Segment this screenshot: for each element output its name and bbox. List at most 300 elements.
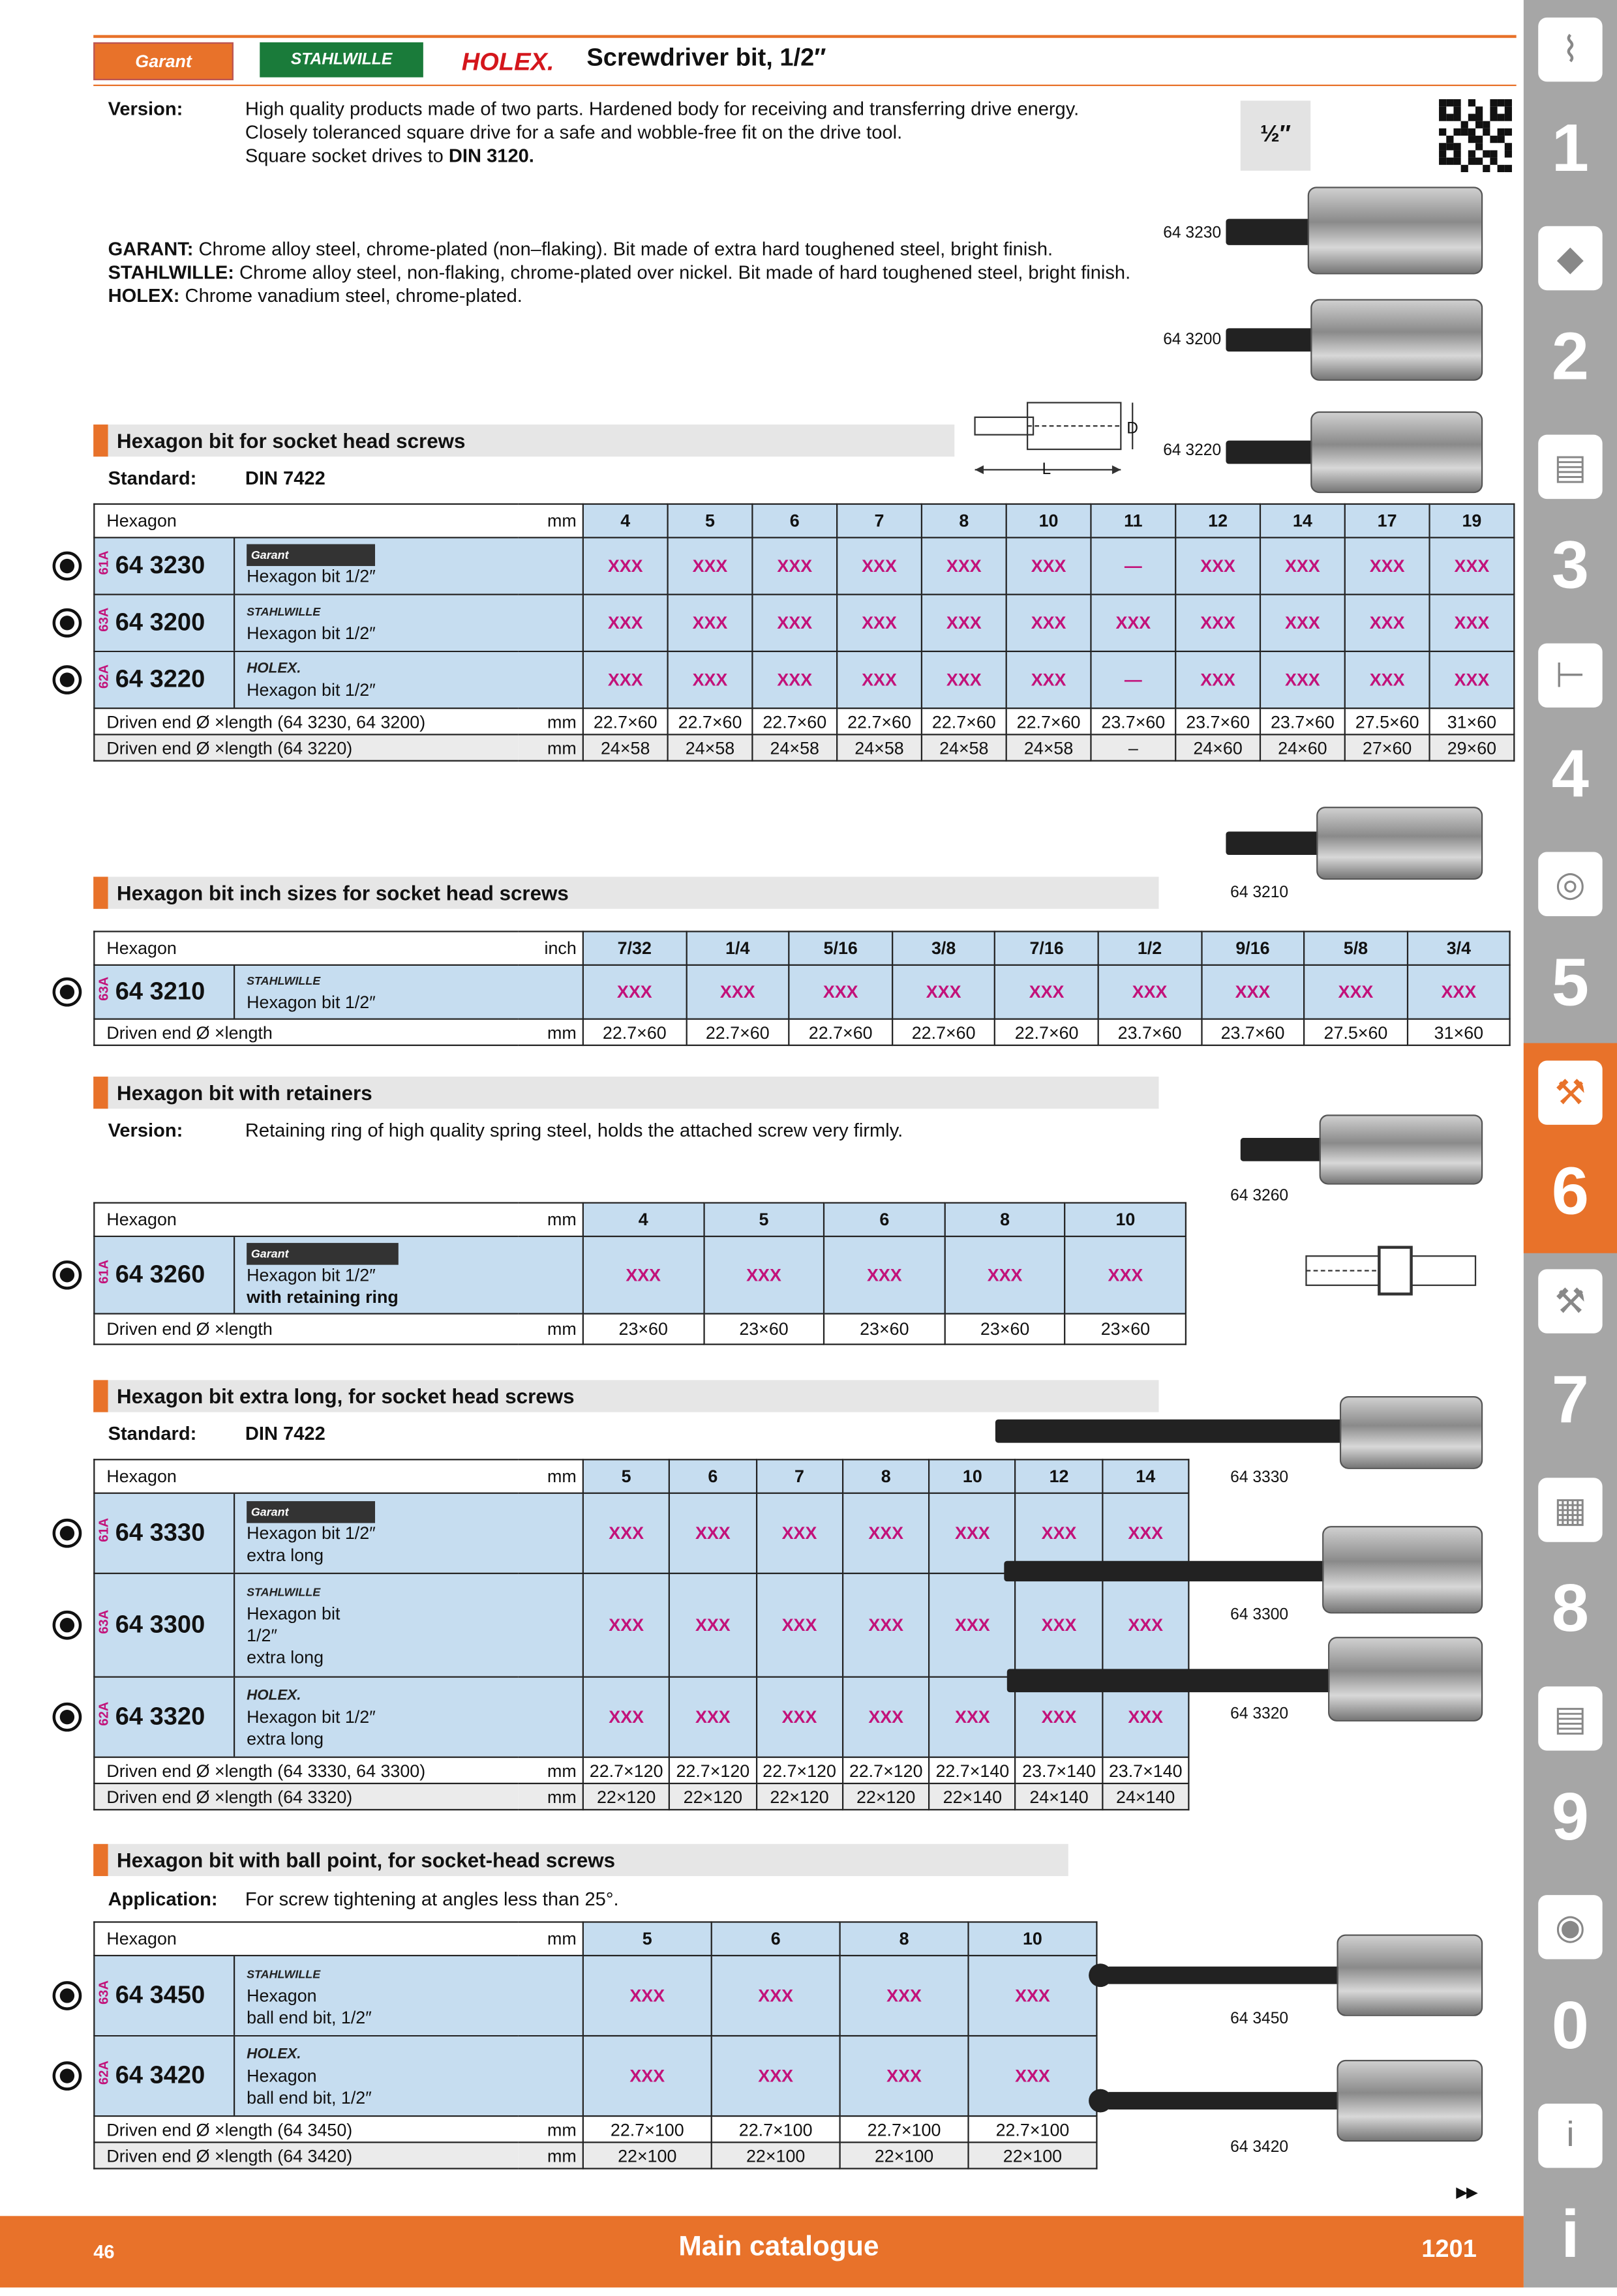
- driven-end-value: 27.5×60: [1304, 1019, 1407, 1045]
- driven-end-row: [94, 708, 1514, 734]
- product-code: 63A: [96, 976, 112, 1001]
- qr-module: [1461, 106, 1468, 113]
- availability-cell[interactable]: XXX: [1430, 651, 1515, 708]
- availability-cell[interactable]: XXX: [1016, 1677, 1102, 1757]
- availability-cell[interactable]: XXX: [969, 1956, 1097, 2036]
- availability-cell[interactable]: XXX: [1201, 965, 1305, 1019]
- standard-value: DIN 7422: [245, 1422, 325, 1444]
- qr-module: [1475, 106, 1483, 113]
- availability-cell[interactable]: XXX: [756, 1493, 843, 1573]
- availability-cell[interactable]: XXX: [670, 1493, 757, 1573]
- chapter-tab-9[interactable]: [1524, 1669, 1617, 1879]
- qr-module: [1498, 165, 1505, 172]
- qr-module: [1453, 150, 1460, 157]
- availability-cell[interactable]: XXX: [583, 537, 668, 594]
- driven-end-value: 24×58: [837, 734, 922, 760]
- availability-cell[interactable]: XXX: [840, 1956, 969, 2036]
- qr-module: [1468, 106, 1475, 113]
- table-row[interactable]: [94, 651, 1514, 708]
- qr-module: [1439, 165, 1446, 172]
- description-line: with retaining ring: [247, 1286, 399, 1307]
- footer-title: Main catalogue: [678, 2231, 879, 2263]
- product-code: 62A: [96, 2061, 112, 2085]
- availability-cell[interactable]: XXX: [1260, 595, 1345, 651]
- description-line: Hexagon bit 1/2″: [247, 1264, 376, 1285]
- qr-code-icon[interactable]: [1439, 99, 1512, 172]
- driven-end-value: 22×100: [583, 2142, 712, 2168]
- driven-end-value: 31×60: [1407, 1019, 1510, 1045]
- chapter-number: 4: [1551, 735, 1590, 811]
- table-row[interactable]: [94, 1236, 1186, 1314]
- availability-cell[interactable]: XXX: [892, 965, 995, 1019]
- size-header: 5/8: [1304, 931, 1407, 964]
- availability-cell[interactable]: XXX: [929, 1493, 1016, 1573]
- header-label: Hexagon: [94, 504, 518, 537]
- availability-cell[interactable]: XXX: [1065, 1236, 1186, 1314]
- availability-cell[interactable]: XXX: [668, 537, 753, 594]
- version-text: Retaining ring of high quality spring steel, holds the attached screw very firmly.: [245, 1118, 903, 1141]
- availability-cell[interactable]: XXX: [668, 651, 753, 708]
- version-line-3-text: Square socket drives to: [245, 144, 449, 167]
- availability-cell[interactable]: XXX: [840, 2036, 969, 2116]
- bit-shaft: [1004, 1561, 1328, 1581]
- table-row[interactable]: [94, 595, 1514, 651]
- data-table: [93, 1459, 1189, 1810]
- qr-module: [1468, 128, 1475, 136]
- availability-cell[interactable]: XXX: [670, 1573, 757, 1677]
- product-number[interactable]: 64 3220: [115, 665, 205, 693]
- qr-module: [1505, 128, 1512, 136]
- bit-socket: [1320, 1114, 1483, 1184]
- selection-bullet-icon[interactable]: [53, 608, 82, 637]
- application-text: For screw tightening at angles less than 25°.: [245, 1887, 619, 1910]
- image-label: 64 3450: [1230, 2010, 1289, 2028]
- availability-cell[interactable]: XXX: [969, 2036, 1097, 2116]
- availability-cell[interactable]: XXX: [1006, 651, 1091, 708]
- availability-cell[interactable]: XXX: [922, 537, 1006, 594]
- size-header: 8: [945, 1203, 1065, 1236]
- section-title: Hexagon bit for socket head screws: [116, 428, 466, 453]
- section-header-ball-point: [93, 1844, 1068, 1876]
- product-number-block: [95, 1678, 235, 1757]
- chapter-number: 2: [1551, 318, 1590, 395]
- availability-cell[interactable]: XXX: [583, 1956, 712, 2036]
- bit-socket: [1340, 1396, 1483, 1469]
- availability-cell[interactable]: XXX: [1098, 965, 1201, 1019]
- qr-module: [1498, 106, 1505, 113]
- availability-cell[interactable]: XXX: [670, 1677, 757, 1757]
- availability-cell[interactable]: XXX: [929, 1677, 1016, 1757]
- holex-mini-logo: HOLEX.: [247, 661, 301, 678]
- availability-cell[interactable]: XXX: [1102, 1677, 1189, 1757]
- qr-module: [1468, 143, 1475, 150]
- qr-module: [1483, 158, 1490, 165]
- product-number[interactable]: 64 3450: [115, 1981, 205, 2009]
- product-image-643210: [1226, 807, 1481, 880]
- driven-end-value: 22.7×120: [583, 1757, 670, 1783]
- qr-module: [1475, 114, 1483, 121]
- stahlwille-mini-logo: STAHLWILLE: [247, 974, 321, 988]
- standard-label: Standard:: [108, 466, 197, 489]
- availability-cell[interactable]: XXX: [1102, 1493, 1189, 1573]
- description-line: extra long: [247, 1727, 324, 1749]
- version-din: DIN 3120.: [448, 144, 534, 167]
- bit-shaft: [1007, 1669, 1334, 1692]
- availability-cell[interactable]: XXX: [1006, 595, 1091, 651]
- qr-module: [1483, 106, 1490, 113]
- chapter-tab-6[interactable]: [1524, 1043, 1617, 1253]
- qr-module: [1439, 121, 1446, 128]
- product-label: [95, 1237, 582, 1313]
- selection-bullet-icon[interactable]: [53, 2061, 82, 2090]
- qr-module: [1490, 143, 1497, 150]
- availability-cell[interactable]: XXX: [843, 1573, 929, 1677]
- table-row[interactable]: [94, 965, 1510, 1019]
- availability-cell[interactable]: XXX: [1430, 537, 1515, 594]
- chapter-tab-i[interactable]: [1524, 2086, 1617, 2296]
- product-number-block: [95, 1574, 235, 1677]
- availability-cell[interactable]: XXX: [1345, 595, 1430, 651]
- driven-end-value: 23.7×140: [1016, 1757, 1102, 1783]
- table-header-row: [94, 504, 1514, 537]
- driven-end-value: 22.7×120: [843, 1757, 929, 1783]
- availability-cell[interactable]: XXX: [668, 595, 753, 651]
- selection-bullet-icon[interactable]: [53, 1702, 82, 1731]
- qr-module: [1468, 99, 1475, 106]
- qr-module: [1453, 158, 1460, 165]
- availability-cell[interactable]: XXX: [704, 1236, 824, 1314]
- description-line: Hexagon bit 1/2″: [247, 992, 376, 1013]
- size-header: 3/8: [892, 931, 995, 964]
- availability-cell[interactable]: XXX: [995, 965, 1098, 1019]
- product-label-cell: [94, 1573, 583, 1677]
- size-header: 5: [704, 1203, 824, 1236]
- qr-module: [1498, 136, 1505, 143]
- availability-cell[interactable]: XXX: [583, 2036, 712, 2116]
- driven-end-label: Driven end Ø ×length (64 3230, 64 3200): [94, 708, 518, 734]
- product-number[interactable]: 64 3230: [115, 551, 205, 580]
- product-number[interactable]: 64 3260: [115, 1260, 205, 1289]
- data-table: [93, 503, 1515, 762]
- table-header-row: [94, 931, 1510, 964]
- table-row[interactable]: [94, 1956, 1096, 2036]
- product-description: [235, 966, 375, 1019]
- selection-bullet-icon[interactable]: [53, 1980, 82, 2010]
- qr-module: [1453, 143, 1460, 150]
- product-image-643330: [995, 1396, 1481, 1469]
- product-number-block: [95, 966, 235, 1019]
- drive-size-badge: ½″: [1241, 100, 1310, 170]
- chapter-tab-1[interactable]: [1524, 0, 1617, 210]
- availability-cell[interactable]: XXX: [712, 1956, 840, 2036]
- availability-cell[interactable]: XXX: [824, 1236, 945, 1314]
- product-label-cell: [94, 595, 583, 651]
- product-number-block: [95, 1494, 235, 1573]
- material-text: Chrome alloy steel, non-flaking, chrome-plated over nickel. Bit made of hard toughened steel, bright finish.: [234, 261, 1131, 284]
- size-header: 8: [840, 1922, 969, 1956]
- availability-cell[interactable]: XXX: [1016, 1493, 1102, 1573]
- chapter-tab-5[interactable]: [1524, 835, 1617, 1045]
- size-header: 7: [837, 504, 922, 537]
- material-stahlwille: [108, 261, 1131, 284]
- availability-cell[interactable]: XXX: [752, 595, 837, 651]
- availability-cell[interactable]: XXX: [837, 595, 922, 651]
- qr-module: [1446, 99, 1453, 106]
- version-line-1: High quality products made of two parts. Hardened body for receiving and transferring drive energy.: [245, 97, 1080, 120]
- availability-cell[interactable]: XXX: [945, 1236, 1065, 1314]
- availability-cell[interactable]: —: [1091, 651, 1175, 708]
- qr-module: [1498, 158, 1505, 165]
- bit-shaft: [1226, 441, 1313, 464]
- bit-shaft: [1226, 328, 1316, 351]
- material-text: Chrome alloy steel, chrome-plated (non–flaking). Bit made of extra hard toughened steel, bright finish.: [193, 237, 1053, 260]
- availability-cell[interactable]: XXX: [789, 965, 892, 1019]
- product-label-cell: [94, 965, 583, 1019]
- driven-end-label: Driven end Ø ×length (64 3220): [94, 734, 518, 760]
- driven-end-value: 22×120: [756, 1783, 843, 1810]
- driven-end-value: 22.7×60: [789, 1019, 892, 1045]
- holex-logo: HOLEX.: [461, 48, 554, 76]
- availability-cell[interactable]: XXX: [1430, 595, 1515, 651]
- driven-end-value: 22×120: [583, 1783, 670, 1810]
- qr-module: [1461, 99, 1468, 106]
- qr-module: [1475, 150, 1483, 157]
- product-code: 61A: [96, 1259, 112, 1284]
- availability-cell[interactable]: XXX: [583, 1493, 670, 1573]
- image-label: 64 3420: [1230, 2138, 1289, 2156]
- availability-cell[interactable]: XXX: [1407, 965, 1510, 1019]
- table-row[interactable]: [94, 2036, 1096, 2116]
- driven-end-value: 24×58: [922, 734, 1006, 760]
- availability-cell[interactable]: XXX: [1175, 537, 1260, 594]
- qr-module: [1505, 99, 1512, 106]
- availability-cell[interactable]: XXX: [752, 537, 837, 594]
- availability-cell[interactable]: XXX: [583, 1573, 670, 1677]
- header-label: Hexagon: [94, 1922, 518, 1956]
- chapter-tab-2[interactable]: [1524, 209, 1617, 419]
- driven-end-label: Driven end Ø ×length: [94, 1314, 518, 1345]
- qr-module: [1468, 158, 1475, 165]
- chapter-tab-8[interactable]: [1524, 1460, 1617, 1670]
- availability-cell[interactable]: XXX: [1091, 595, 1175, 651]
- size-header: 5: [583, 1922, 712, 1956]
- size-header: 1/2: [1098, 931, 1201, 964]
- image-label: 64 3260: [1230, 1187, 1289, 1205]
- availability-cell[interactable]: XXX: [1304, 965, 1407, 1019]
- availability-cell[interactable]: XXX: [1345, 651, 1430, 708]
- selection-bullet-icon[interactable]: [53, 1610, 82, 1639]
- availability-cell[interactable]: XXX: [583, 965, 686, 1019]
- availability-cell[interactable]: XXX: [1260, 651, 1345, 708]
- size-header: 4: [583, 504, 668, 537]
- product-number-block: [95, 1237, 235, 1313]
- availability-cell[interactable]: XXX: [843, 1493, 929, 1573]
- driven-end-value: 22.7×100: [712, 2116, 840, 2142]
- driven-end-value: 22.7×60: [995, 1019, 1098, 1045]
- garant-logo: Garant: [93, 42, 234, 80]
- product-number[interactable]: 64 3300: [115, 1610, 205, 1639]
- header-rule-bottom: [93, 85, 1516, 86]
- chuck-icon: ▤: [1538, 435, 1602, 499]
- availability-cell[interactable]: XXX: [837, 651, 922, 708]
- qr-module: [1505, 143, 1512, 150]
- product-label: [95, 966, 582, 1019]
- bit-shaft: [1106, 1967, 1342, 1984]
- driven-end-unit: mm: [518, 2116, 583, 2142]
- section-header-inch-bit: [93, 877, 1158, 909]
- size-header: 12: [1175, 504, 1260, 537]
- material-holex: [108, 284, 522, 308]
- driven-end-value: 23×60: [704, 1314, 824, 1345]
- qr-module: [1505, 165, 1512, 172]
- chapter-tab-4[interactable]: [1524, 626, 1617, 836]
- qr-module: [1483, 165, 1490, 172]
- driven-end-value: 23.7×140: [1102, 1757, 1189, 1783]
- availability-cell[interactable]: XXX: [712, 2036, 840, 2116]
- driven-end-value: 24×140: [1102, 1783, 1189, 1810]
- driven-end-row: [94, 734, 1514, 760]
- availability-cell[interactable]: —: [1091, 537, 1175, 594]
- section-title: Hexagon bit extra long, for socket head screws: [116, 1384, 575, 1408]
- description-line: Hexagon: [247, 2065, 317, 2086]
- driven-end-row: [94, 2142, 1096, 2168]
- qr-module: [1439, 106, 1446, 113]
- product-number[interactable]: 64 3420: [115, 2061, 205, 2089]
- retainer-drawing: [1303, 1244, 1478, 1297]
- driven-end-label: Driven end Ø ×length: [94, 1019, 518, 1045]
- product-number[interactable]: 64 3320: [115, 1702, 205, 1731]
- availability-cell[interactable]: XXX: [1175, 595, 1260, 651]
- qr-module: [1446, 106, 1453, 113]
- driven-end-value: 22.7×60: [1006, 708, 1091, 734]
- product-image-643220: [1226, 411, 1481, 493]
- qr-module: [1453, 165, 1460, 172]
- header-unit: mm: [518, 1922, 583, 1956]
- image-label: 64 3300: [1230, 1606, 1289, 1624]
- selection-bullet-icon[interactable]: [53, 551, 82, 580]
- image-label: 64 3230: [1163, 224, 1222, 243]
- availability-cell[interactable]: XXX: [1102, 1573, 1189, 1677]
- qr-module: [1461, 150, 1468, 157]
- description-line: Hexagon: [247, 1984, 317, 2006]
- screwdriver-wrench-icon: ⚒: [1538, 1060, 1602, 1124]
- qr-module: [1468, 165, 1475, 172]
- selection-bullet-icon[interactable]: [53, 664, 82, 694]
- product-number[interactable]: 64 3210: [115, 977, 205, 1006]
- availability-cell[interactable]: XXX: [922, 651, 1006, 708]
- driven-end-value: 22.7×60: [752, 708, 837, 734]
- driven-end-value: 22.7×60: [837, 708, 922, 734]
- selection-bullet-icon[interactable]: [53, 1518, 82, 1547]
- qr-module: [1505, 106, 1512, 113]
- description-line: Hexagon bit 1/2″: [247, 623, 376, 644]
- stahlwille-mini-logo: STAHLWILLE: [247, 1585, 321, 1599]
- product-label-cell: [94, 1956, 583, 2036]
- bit-shaft: [1241, 1138, 1325, 1161]
- size-header: 7/16: [995, 931, 1098, 964]
- availability-cell[interactable]: XXX: [922, 595, 1006, 651]
- availability-cell[interactable]: XXX: [686, 965, 789, 1019]
- availability-cell[interactable]: XXX: [1345, 537, 1430, 594]
- image-label: 64 3210: [1230, 884, 1289, 902]
- next-page-arrow-icon[interactable]: ▸▸: [1456, 2179, 1477, 2203]
- selection-bullet-icon[interactable]: [53, 977, 82, 1006]
- availability-cell[interactable]: XXX: [837, 537, 922, 594]
- availability-cell[interactable]: XXX: [929, 1573, 1016, 1677]
- bit-socket: [1322, 1526, 1483, 1613]
- selection-bullet-icon[interactable]: [53, 1260, 82, 1289]
- version-label: Version:: [108, 1118, 183, 1141]
- standard-label: Standard:: [108, 1422, 197, 1444]
- driven-end-value: 24×58: [668, 734, 753, 760]
- qr-module: [1490, 150, 1497, 157]
- size-header: 8: [922, 504, 1006, 537]
- qr-module: [1475, 158, 1483, 165]
- size-header: 9/16: [1201, 931, 1305, 964]
- availability-cell[interactable]: XXX: [583, 1236, 704, 1314]
- availability-cell[interactable]: XXX: [843, 1677, 929, 1757]
- holex-mini-logo: HOLEX.: [247, 2046, 301, 2063]
- qr-module: [1453, 106, 1460, 113]
- availability-cell[interactable]: XXX: [583, 595, 668, 651]
- product-description: [235, 1574, 340, 1677]
- driven-end-value: 22.7×100: [969, 2116, 1097, 2142]
- table-row[interactable]: [94, 537, 1514, 594]
- driven-end-value: 27×60: [1345, 734, 1430, 760]
- driven-end-value: 22.7×60: [583, 1019, 686, 1045]
- chapter-tab-3[interactable]: [1524, 417, 1617, 627]
- header-rule-top: [93, 35, 1516, 38]
- availability-cell[interactable]: XXX: [1175, 651, 1260, 708]
- availability-cell[interactable]: XXX: [1016, 1573, 1102, 1677]
- size-header: 7/32: [583, 931, 686, 964]
- driven-end-value: 22.7×100: [840, 2116, 969, 2142]
- driven-end-value: 22.7×100: [583, 2116, 712, 2142]
- bit-shaft: [1106, 2092, 1342, 2110]
- product-number[interactable]: 64 3200: [115, 608, 205, 636]
- qr-module: [1483, 99, 1490, 106]
- availability-cell[interactable]: XXX: [583, 1677, 670, 1757]
- chapter-tab-0[interactable]: [1524, 1877, 1617, 2087]
- availability-cell[interactable]: XXX: [756, 1573, 843, 1677]
- description-line: extra long: [247, 1647, 324, 1668]
- qr-module: [1468, 136, 1475, 143]
- qr-module: [1439, 158, 1446, 165]
- bit-socket: [1310, 411, 1483, 493]
- product-image-643230: [1226, 186, 1481, 274]
- product-description: [235, 595, 375, 651]
- availability-cell[interactable]: XXX: [1006, 537, 1091, 594]
- availability-cell[interactable]: XXX: [752, 651, 837, 708]
- description-line: Hexagon bit: [247, 1603, 340, 1624]
- availability-cell[interactable]: XXX: [1260, 537, 1345, 594]
- product-code: 63A: [96, 1609, 112, 1634]
- qr-module: [1490, 106, 1497, 113]
- driven-end-value: 29×60: [1430, 734, 1515, 760]
- availability-cell[interactable]: XXX: [583, 651, 668, 708]
- qr-module: [1468, 121, 1475, 128]
- qr-module: [1490, 99, 1497, 106]
- qr-module: [1498, 99, 1505, 106]
- product-number[interactable]: 64 3330: [115, 1518, 205, 1547]
- driven-end-unit: mm: [518, 1783, 583, 1810]
- chapter-tab-7[interactable]: [1524, 1252, 1617, 1462]
- product-image-643420: [1089, 2060, 1481, 2141]
- size-header: 10: [1065, 1203, 1186, 1236]
- driven-end-value: 23.7×60: [1260, 708, 1345, 734]
- availability-cell[interactable]: XXX: [756, 1677, 843, 1757]
- pliers-hammer-icon: ⚒: [1538, 1269, 1602, 1333]
